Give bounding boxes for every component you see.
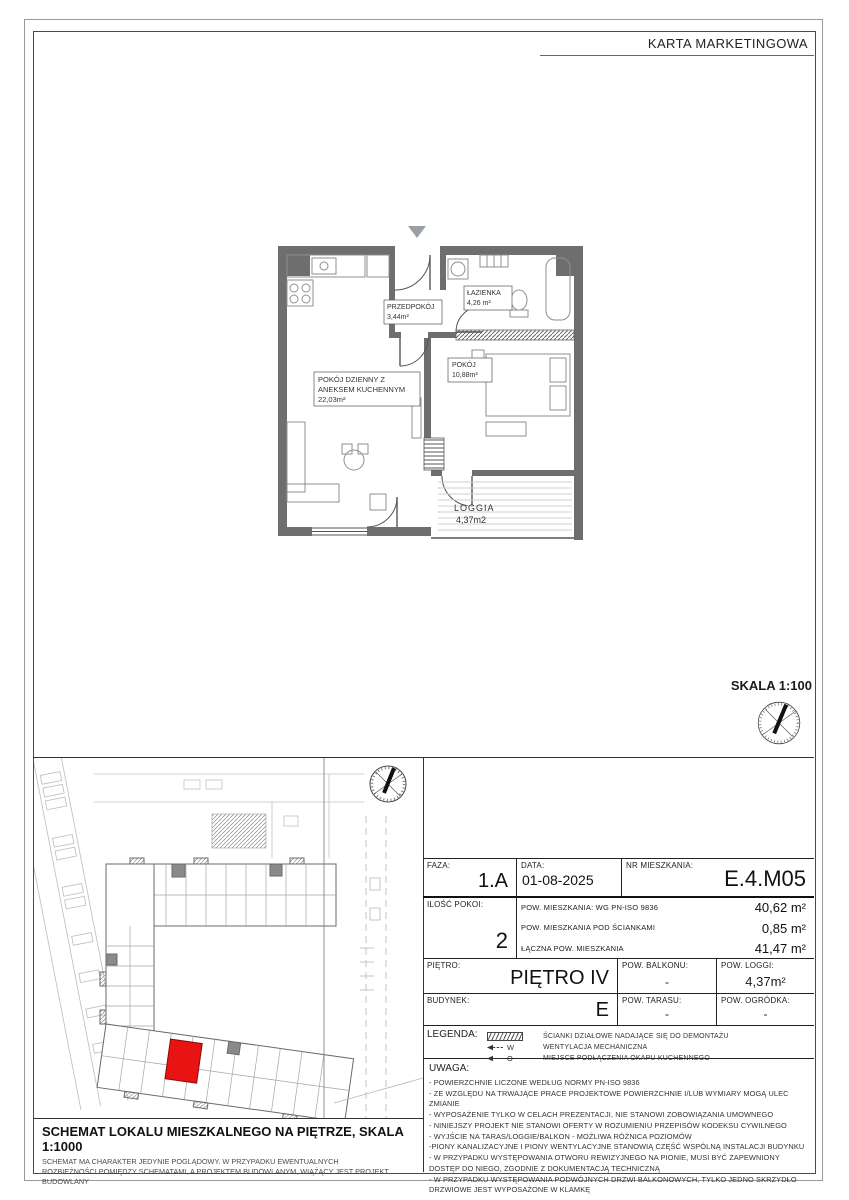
uwaga-section (423, 1059, 814, 1195)
page-title: KARTA MARKETINGOWA (647, 36, 808, 51)
legend-text-wentylacja: WENTYLACJA MECHANICZNA (543, 1044, 648, 1051)
balkon-label: POW. BALKONU: (622, 961, 689, 970)
ilosc-pokoi-value: 2 (495, 928, 508, 953)
ilosc-pokoi-label: ILOŚĆ POKOI: (427, 900, 484, 909)
ilosc-pokoi-cell (423, 898, 517, 958)
shaft-hatch (424, 438, 444, 470)
surroundings-top (94, 774, 364, 858)
data-label: DATA: (521, 861, 545, 870)
uwaga-note: - W PRZYPADKU WYSTĘPOWANIA PODWÓJNYCH DRZWI BALKONOWYCH, TYLKO JEDNO SKRZYDŁO DRZWIOWE JEST WYPOSAŻONE W KLAMKĘ (429, 1174, 797, 1195)
legend-arrow-w-icon (487, 1044, 505, 1051)
loggia-label: POW. LOGGI: (721, 961, 774, 970)
area-scianki-value: 0,85 m² (761, 920, 806, 936)
room-label-loggia: LOGGIA (454, 503, 495, 513)
balkon-value: - (665, 975, 669, 989)
site-plan-caption (34, 1118, 423, 1188)
legend-text-okap: MIEJSCE PODŁĄCZENIA OKAPU KUCHENNEGO (543, 1055, 711, 1062)
area-row-scianki (521, 922, 810, 935)
data-cell (517, 859, 622, 896)
uwaga-note: -PIONY KANALIZACYJNE I PIONY WENTYLACYJNE STANOWIĄ CZĘŚĆ WSPÓLNĄ INSTALACJI BUDYNKU (429, 1142, 805, 1152)
faza-cell (423, 859, 517, 896)
ogrodek-label: POW. OGRÓDKA: (721, 996, 790, 1005)
budynek-cell (423, 994, 618, 1025)
room-label-pokoj-dzienny-2: ANEKSEM KUCHENNYM (318, 385, 406, 394)
compass-icon (755, 699, 803, 747)
legend-section (423, 1026, 814, 1063)
budynek-value: E (595, 999, 609, 1021)
room-label-przedpokoj: PRZEDPOKÓJ (387, 304, 435, 311)
taras-label: POW. TARASU: (622, 996, 682, 1005)
room-label-lazienka: ŁAZIENKA (467, 290, 501, 297)
table-row-budynek (423, 994, 814, 1026)
ogrodek-cell (717, 994, 814, 1025)
site-compass-icon (370, 766, 406, 802)
pietro-cell (423, 959, 618, 993)
site-plan-caption-title: SCHEMAT LOKALU MIESZKALNEGO NA PIĘTRZE, SKALA 1:1000 (42, 1124, 404, 1154)
nr-mieszkania-value: E.4.M05 (724, 866, 806, 891)
room-area-pokoj: 10,88m² (452, 372, 478, 379)
highlighted-unit (165, 1039, 202, 1083)
faza-value: 1.A (477, 870, 508, 892)
apartment-data-table (423, 858, 814, 1195)
pietro-label: PIĘTRO: (427, 961, 461, 970)
powierzchnie-cell (517, 898, 814, 958)
legend-cell (423, 1026, 814, 1063)
uwaga-note: - WYPOSAŻENIE TYLKO W CELACH PREZENTACJI, NIE STANOWI ZOBOWIĄZANIA UMOWNEGO (429, 1110, 774, 1120)
building-bottom-wing (96, 1024, 353, 1118)
window (312, 527, 367, 536)
area-row-laczna (521, 942, 810, 955)
area-iso-label: POW. MIESZKANIA: WG PN-ISO 9836 (521, 902, 659, 912)
legend-hatch-icon (487, 1032, 523, 1041)
uwaga-cell (423, 1059, 814, 1195)
uwaga-note: - W PRZYPADKU WYSTĘPOWANIA OTWORU REWIZYJNEGO NA PIONIE, MUSI BYĆ ZAPEWNIONY DOSTĘP DO NIEGO, ZGODNIE Z DOKUMENTACJĄ TECHNICZNĄ (429, 1153, 780, 1173)
nr-mieszkania-cell (622, 859, 814, 896)
area-scianki-label: POW. MIESZKANIA POD ŚCIANKAMI (521, 923, 656, 933)
ogrodek-value: - (763, 1007, 768, 1021)
uwaga-note: - ZE WZGLĘDU NA TRWAJĄCE PRACE PROJEKTOWE POWIERZCHNIE I/LUB WYMIARY MOGĄ ULEC ZMIANIE (429, 1088, 789, 1109)
scale-label: SKALA 1:100 (730, 678, 812, 693)
room-label-pokoj-dzienny-1: POKÓJ DZIENNY Z (318, 375, 385, 384)
taras-value: - (665, 1007, 669, 1021)
table-row-areas (423, 898, 814, 959)
legend-text-scianki: ŚCIANKI DZIAŁOWE NADAJĄCE SIĘ DO DEMONTAŻU (543, 1033, 729, 1040)
taras-cell (618, 994, 717, 1025)
room-area-lazienka: 4,26 m² (467, 300, 491, 307)
legend-item-wentylacja (487, 1043, 810, 1052)
legend-letter-w: W (507, 1043, 515, 1052)
legend-label: LEGENDA: (427, 1029, 478, 1040)
table-row-identity (423, 859, 814, 898)
room-labels (314, 286, 512, 525)
table-row-pietro (423, 959, 814, 994)
data-value: 01-08-2025 (522, 872, 594, 888)
uwaga-note: - NINIEJSZY PROJEKT NIE STANOWI OFERTY W ROZUMIENIU PRZEPISÓW KODEKSU CYWILNEGO (429, 1120, 787, 1130)
room-area-loggia: 4,37m2 (456, 515, 487, 525)
uwaga-label: UWAGA: (429, 1063, 470, 1074)
budynek-label: BUDYNEK: (427, 996, 470, 1005)
room-label-pokoj: POKÓJ (452, 362, 476, 369)
entrance-marker-icon (408, 226, 426, 238)
legend-item-scianki (487, 1032, 810, 1041)
pietro-value: PIĘTRO IV (510, 967, 609, 989)
area-iso-value: 40,62 m² (754, 900, 806, 915)
room-area-przedpokoj: 3,44m² (387, 314, 409, 321)
floor-plan-drawing (272, 222, 590, 560)
area-row-iso (521, 901, 810, 914)
area-laczna-label: ŁĄCZNA POW. MIESZKANIA (521, 943, 624, 953)
uwaga-note: - WYJŚCIE NA TARAS/LOGGIE/BALKON - MOŻLIWA RÓŻNICA POZIOMÓW (429, 1131, 692, 1141)
legend-letter-o: O (507, 1054, 513, 1063)
loggia-cell (717, 959, 814, 993)
living-room-furniture (287, 398, 421, 510)
room-area-pokoj-dzienny: 22,03m² (318, 395, 346, 404)
nr-mieszkania-label: NR MIESZKANIA: (626, 861, 694, 870)
loggia-value: 4,37m² (745, 974, 786, 989)
area-laczna-value: 41,47 m² (754, 941, 806, 956)
faza-label: FAZA: (427, 861, 451, 870)
site-plan-disclaimer: SCHEMAT MA CHARAKTER JEDYNIE POGLĄDOWY. W PRZYPADKU EWENTUALNYCH ROZBIEŻNOŚCI POMIĘDZY SCHEMATAMI, A PROJEKTEM BUDOWLANYM, WIĄŻĄCY JEST PROJEKT BUDOWLANY (42, 1157, 389, 1187)
site-plan-drawing (34, 758, 423, 1118)
balkon-cell (618, 959, 717, 993)
title-underline (540, 55, 814, 56)
uwaga-notes (429, 1078, 808, 1196)
uwaga-note: - POWIERZCHNIE LICZONE WEDŁUG NORMY PN-ISO 9836 (429, 1078, 640, 1087)
